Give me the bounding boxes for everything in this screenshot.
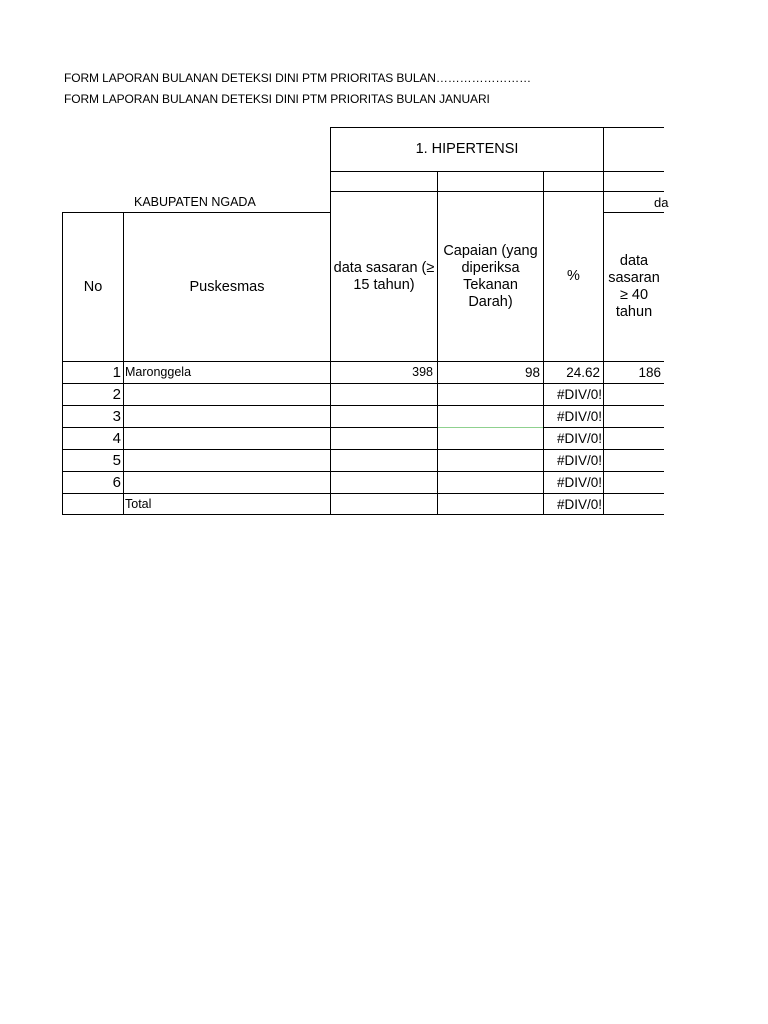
row-3-no: 3	[112, 408, 121, 425]
row-1-puskesmas: Maronggela	[125, 365, 192, 379]
form-title-line-1: FORM LAPORAN BULANAN DETEKSI DINI PTM PRIORITAS BULAN……………………	[64, 71, 532, 85]
form-title-line-2: FORM LAPORAN BULANAN DETEKSI DINI PTM PRIORITAS BULAN JANUARI	[64, 92, 490, 106]
header-no: No	[83, 278, 103, 295]
row-2-no: 2	[112, 386, 121, 403]
row-1-percent: 24.62	[566, 365, 600, 380]
row-6-no: 6	[112, 474, 121, 491]
row-6-percent: #DIV/0!	[556, 475, 602, 490]
row-1-no: 1	[112, 364, 121, 381]
header-puskesmas: Puskesmas	[189, 278, 265, 295]
row-4-no: 4	[112, 430, 121, 447]
kabupaten-label: KABUPATEN NGADA	[134, 195, 256, 209]
header-data-sasaran-40: data sasaran ≥ 40 tahun	[608, 253, 660, 320]
row-2-percent: #DIV/0!	[556, 387, 602, 402]
total-percent: #DIV/0!	[556, 496, 602, 512]
section-hipertensi: 1. HIPERTENSI	[415, 141, 519, 157]
header-capaian: Capaian (yang diperiksa Tekanan Darah)	[443, 242, 538, 310]
row-1-sasaran: 398	[412, 365, 433, 379]
header-data-sasaran: data sasaran (≥ 15 tahun)	[333, 259, 435, 293]
row-1-next: 186	[638, 365, 661, 380]
row-5-no: 5	[112, 452, 121, 469]
row-4-percent: #DIV/0!	[556, 431, 602, 446]
total-label: Total	[125, 496, 152, 511]
header-percent: %	[567, 268, 580, 284]
row-3-percent: #DIV/0!	[556, 409, 602, 424]
row-5-percent: #DIV/0!	[556, 453, 602, 468]
row-1-capaian: 98	[524, 365, 540, 380]
truncated-header-text: da	[654, 195, 669, 210]
